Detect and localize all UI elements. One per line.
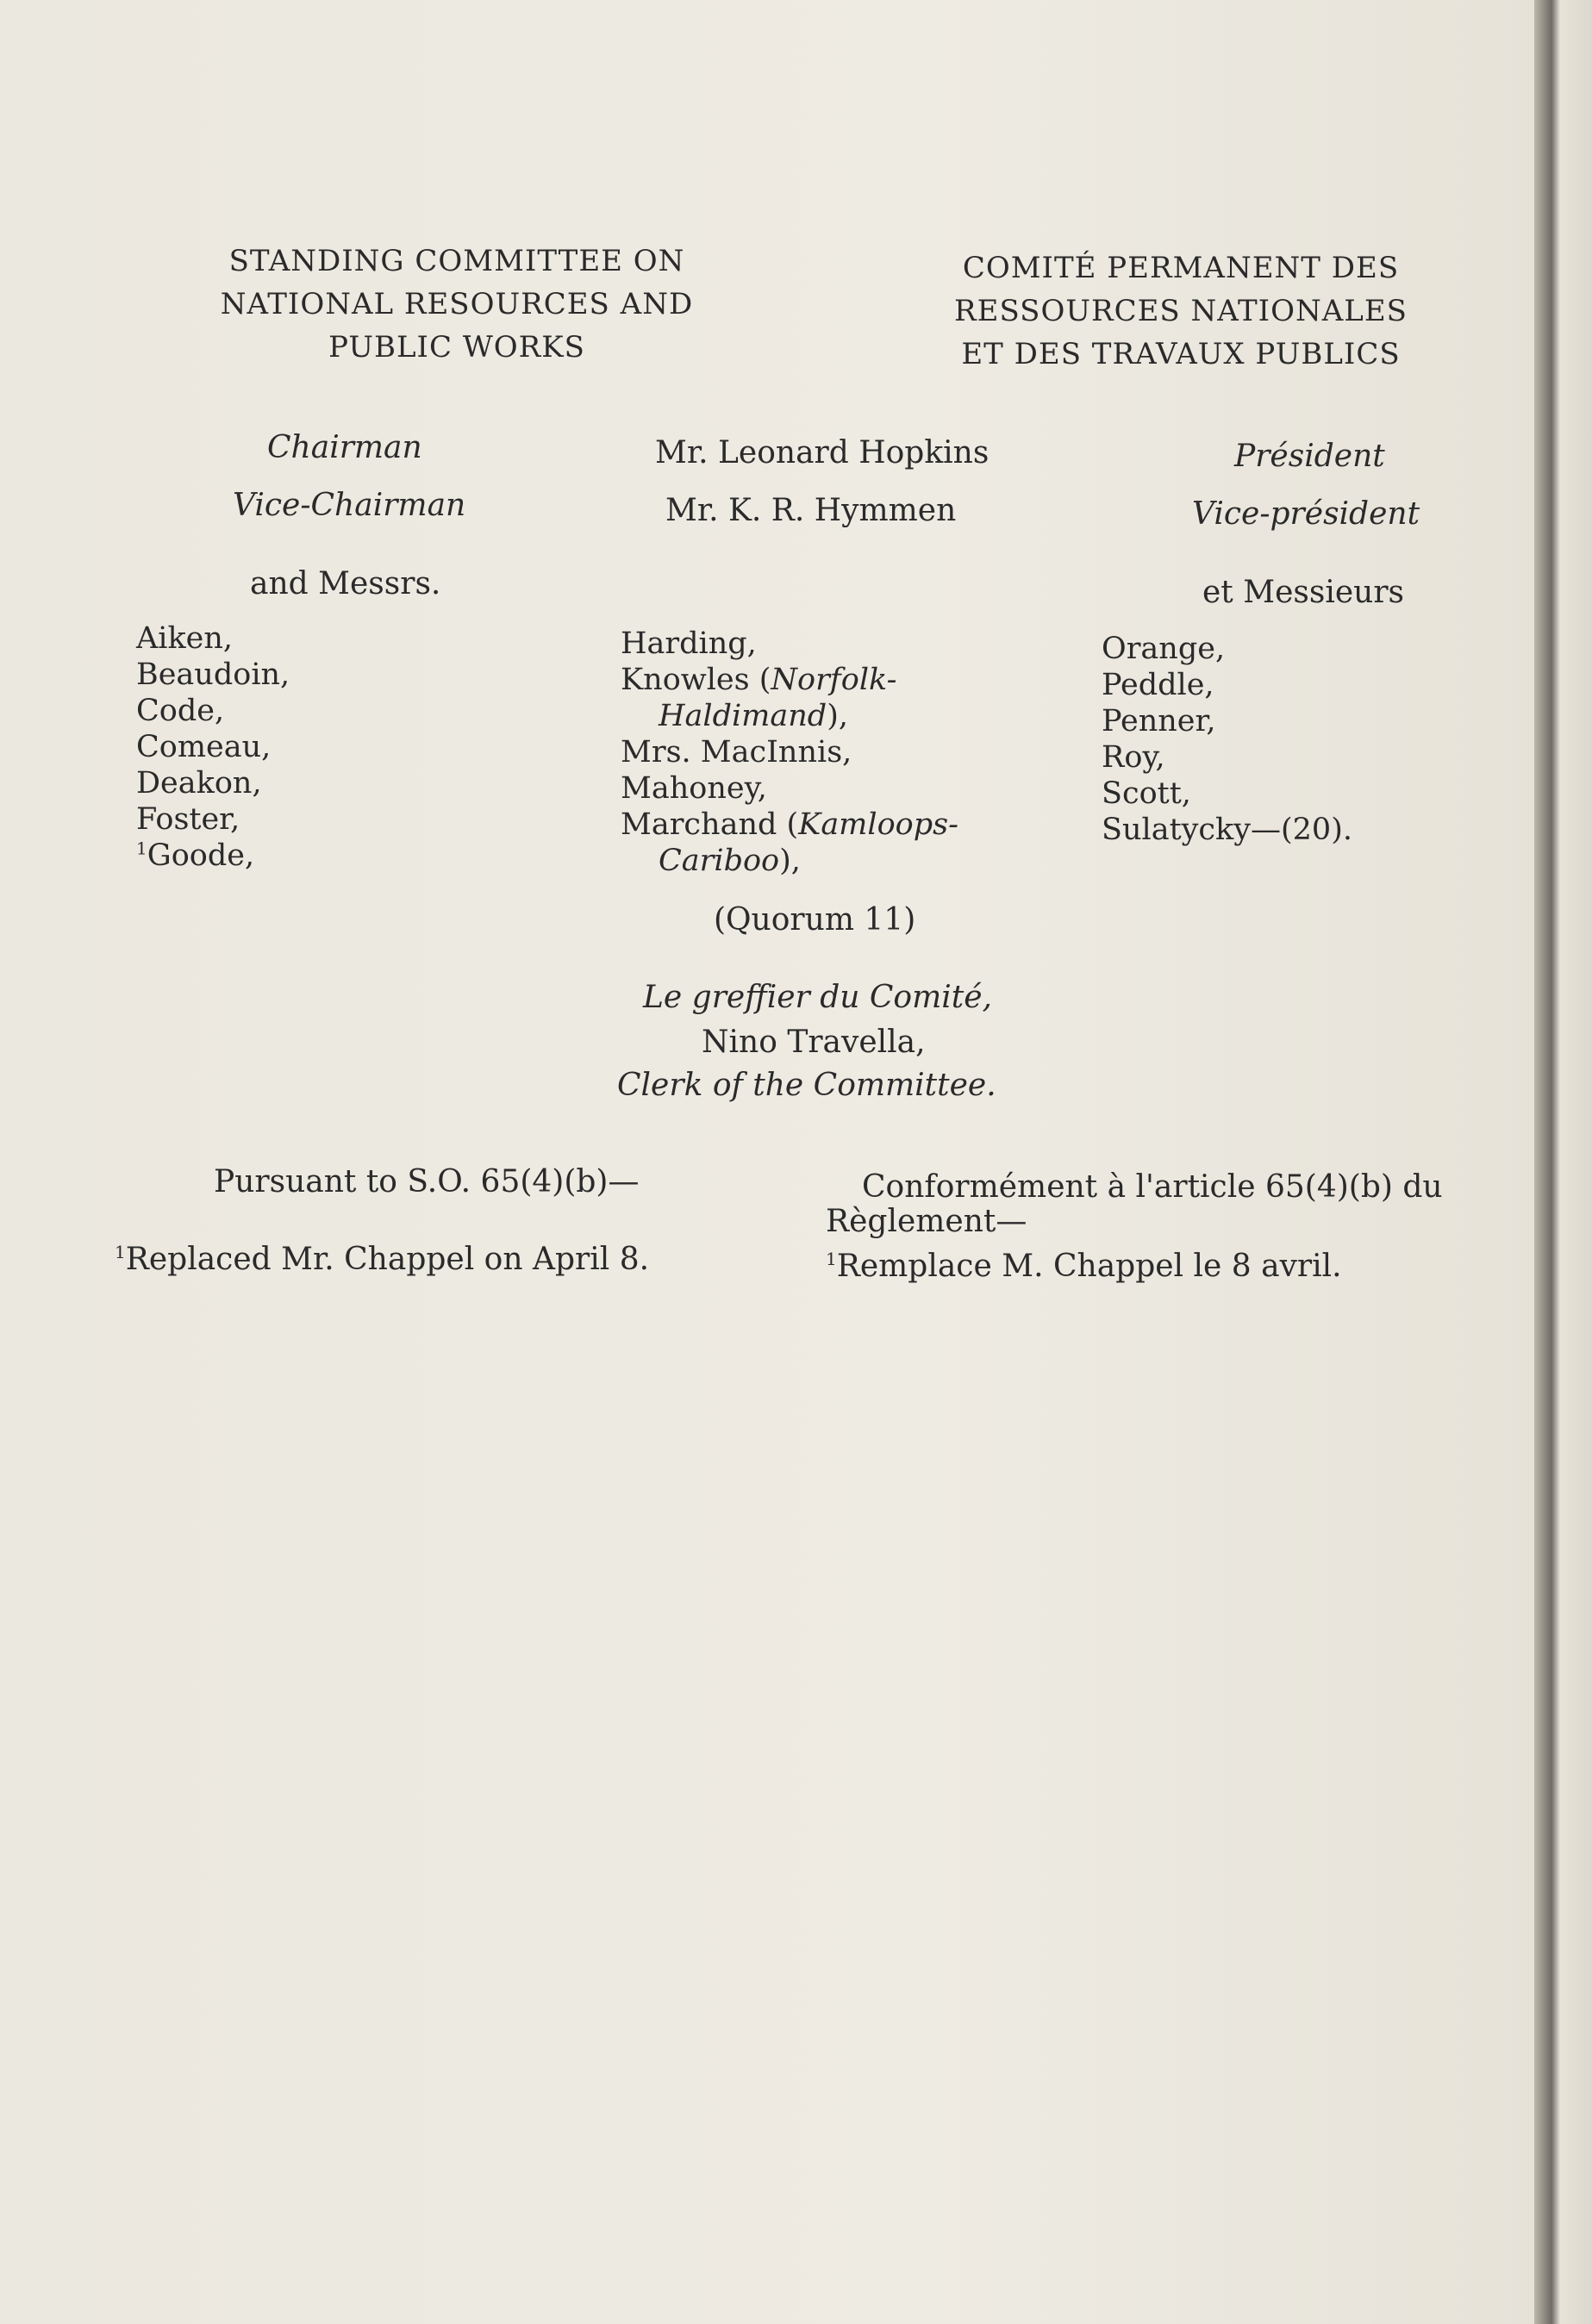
members-intro-fr: et Messieurs [1202,575,1405,610]
member-riding-continuation: Cariboo), [659,844,801,878]
vice-chairman-label-en: Vice-Chairman [233,488,466,523]
heading-french [922,246,1439,376]
clerk-title-en: Clerk of the Committee. [617,1068,996,1103]
heading-en-line-1: STANDING COMMITTEE ON [228,244,685,278]
member-name-goode: $^1$Goode, [136,838,255,873]
footnote-marker: 1 [115,1242,126,1262]
member-name: Harding, [621,626,757,661]
members-column-1 [136,620,290,874]
heading-fr-line-2: RESSOURCES NATIONALES [954,294,1408,328]
heading-en-line-2: NATIONAL RESOURCES AND [220,287,694,321]
clerk-name: Nino Travella, [702,1025,926,1060]
footnote-fr: $^1$Remplace M. Chappel le 8 avril. [826,1249,1342,1284]
member-name: Sulatycky—(20). [1102,813,1352,847]
member-name: Mrs. MacInnis, [621,735,852,769]
quorum: (Quorum 11) [714,902,916,938]
member-name-knowles: Knowles (Norfolk- [621,663,897,697]
vice-chairman-name: Mr. K. R. Hymmen [665,493,957,528]
heading-fr-line-1: COMITÉ PERMANENT DES [962,251,1400,285]
pursuant-fr-line-1: Conformément à l'article 65(4)(b) du [862,1169,1443,1205]
member-name: Foster, [136,802,240,837]
members-column-3 [1102,631,1352,848]
heading-english [198,240,715,369]
footnote-marker: 1 [826,1249,837,1269]
heading-fr-line-3: ET DES TRAVAUX PUBLICS [961,337,1401,371]
chairman-label-fr: Président [1234,439,1385,474]
member-name: Code, [136,694,225,728]
footnote-marker: 1 [136,838,147,859]
members-intro-en: and Messrs. [250,566,441,601]
member-name: Orange, [1102,632,1226,666]
clerk-title-fr: Le greffier du Comité, [643,980,992,1015]
member-name: Roy, [1102,740,1165,775]
member-riding-continuation: Haldimand), [659,699,848,733]
vice-chairman-label-fr: Vice-président [1192,496,1420,532]
members-column-2 [621,626,958,879]
member-name: Penner, [1102,704,1216,738]
member-name: Comeau, [136,730,272,764]
member-name: Scott, [1102,776,1191,811]
member-name: Mahoney, [621,771,767,806]
member-name: Peddle, [1102,668,1214,702]
member-name-marchand: Marchand (Kamloops- [621,807,958,842]
member-name: Deakon, [136,766,262,801]
member-name: Beaudoin, [136,657,290,692]
pursuant-fr-line-2: Règlement— [826,1204,1027,1239]
chairman-label-en: Chairman [267,430,422,465]
footnote-en: $^1$Replaced Mr. Chappel on April 8. [115,1242,650,1277]
member-name: Aiken, [136,621,234,656]
chairman-name: Mr. Leonard Hopkins [655,435,990,470]
book-spine-shadow [1534,0,1592,2324]
pursuant-en: Pursuant to S.O. 65(4)(b)— [214,1164,640,1199]
heading-en-line-3: PUBLIC WORKS [328,330,585,364]
